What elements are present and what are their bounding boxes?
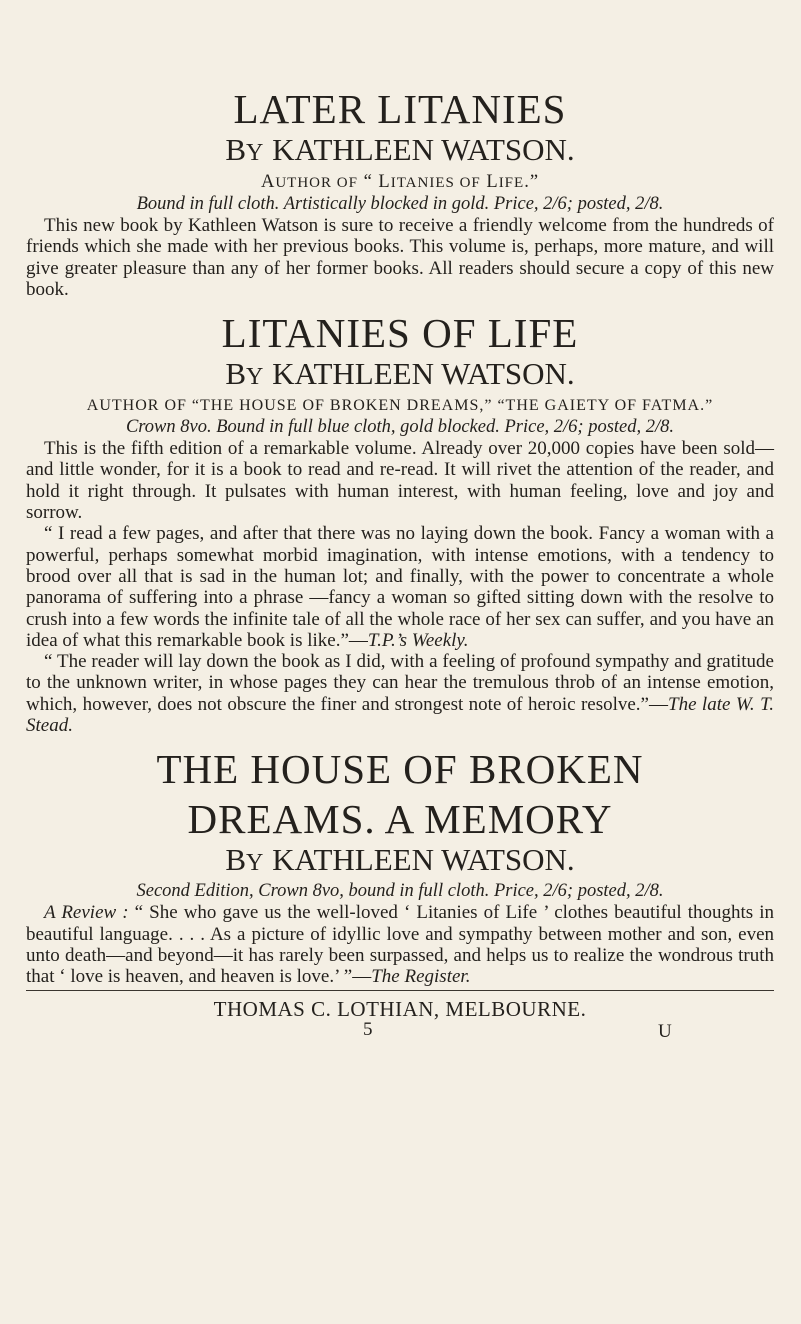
book1-byline xyxy=(26,132,774,171)
book1-description: This new book by Kathleen Watson is sure to receive a friendly welcome from the hundreds of friends which she made with her previous books. This volume is, perhaps, more mature, and will give greater pleasure than any of her former books. All readers should secure a copy of this new book. xyxy=(26,215,774,300)
author-quote: “ L xyxy=(363,172,391,192)
quote-text: “ I read a few pages, and after that there was no laying down the book. Fancy a woman with a powerful, perhaps somewhat morbid imagination, with intense emotions, with a tendency to brood over all that is sad in the human lot; and finally, with the power to concentrate a whole panorama of suffering into a phrase —fancy a woman so gifted sitting down with the resolve to crush into a few words the infinite tale of all the whole race of her sex can suffer, and you have an idea of what this remarkable book is like.”— xyxy=(26,523,774,651)
author-initial2: L xyxy=(486,172,499,192)
quote-text: “ The reader will lay down the book as I did, with a feeling of profound sympathy and gratitude to the unknown writer, in whose pages they can hear the tremulous throb of an intense emotion, which, however, does not obscure the finer and strongest note of heroic resolve.”— xyxy=(26,651,774,715)
quote-source: T.P.’s Weekly. xyxy=(367,629,469,651)
book2-author-note: AUTHOR OF “THE HOUSE OF BROKEN DREAMS,” “THE GAIETY OF FATMA.” xyxy=(86,397,714,415)
book3-byline xyxy=(26,842,774,881)
book2-quote1 xyxy=(26,523,774,651)
signature-mark: U xyxy=(658,1020,672,1042)
author-end: .” xyxy=(524,172,540,192)
book1-binding: Bound in full cloth. Artistically blocked in gold. Price, 2/6; posted, 2/8. xyxy=(136,194,664,214)
author-name: KATHLEEN WATSON. xyxy=(272,842,575,878)
author-small2: ITANIES OF xyxy=(390,175,481,191)
by-small: Y xyxy=(246,364,265,391)
book2-description: This is the fifth edition of a remarkable volume. Already over 20,000 copies have been sold—and little wonder, for it is a book to read and re-read. It will rivet the attention of the reader, and hold it right through. It pulsates with human interest, with human feeling, love and joy and sorrow. xyxy=(26,438,774,524)
author-name: KATHLEEN WATSON. xyxy=(272,356,575,392)
by-initial: B xyxy=(225,132,247,167)
by-small: Y xyxy=(246,850,265,877)
by-small: Y xyxy=(246,140,265,166)
by-initial: B xyxy=(225,356,247,392)
author-small: UTHOR OF xyxy=(275,175,358,191)
publisher: THOMAS C. LOTHIAN, MELBOURNE. xyxy=(213,996,587,1021)
author-initial: A xyxy=(260,172,276,192)
book3-title-line1: THE HOUSE OF BROKEN xyxy=(156,746,644,793)
signature-number: 5 xyxy=(363,1018,373,1040)
book1-title: LATER LITANIES xyxy=(233,86,567,132)
author-small3: IFE xyxy=(498,175,525,191)
quote-source: The late W. T. Stead. xyxy=(26,693,774,737)
review-source: The Register. xyxy=(371,966,471,988)
book2-title: LITANIES OF LIFE xyxy=(221,310,579,357)
by-initial: B xyxy=(225,842,247,878)
footer-rule xyxy=(26,990,774,991)
book3-title-line2: DREAMS. A MEMORY xyxy=(187,796,613,843)
book2-byline xyxy=(26,356,774,395)
book3-review xyxy=(26,902,774,987)
book3-binding: Second Edition, Crown 8vo, bound in full cloth. Price, 2/6; posted, 2/8. xyxy=(136,881,664,902)
review-text: “ She who gave us the well-loved ‘ Litanies of Life ’ clothes beautiful thoughts in beautiful language. . . . As a picture of idyllic love and sympathy between mother and son, even unto death—and beyond—it has rarely been surpassed, and helps us to realize the wondrous truth that ‘ love is heaven, and heaven is love.’ ”— xyxy=(26,902,774,988)
book2-binding: Crown 8vo. Bound in full blue cloth, gold blocked. Price, 2/6; posted, 2/8. xyxy=(125,417,675,438)
author-name: KATHLEEN WATSON. xyxy=(272,132,575,167)
signature-line xyxy=(26,1018,774,1043)
book2-quote2 xyxy=(26,651,774,736)
advertisement-page xyxy=(26,86,774,1043)
review-label: A Review : xyxy=(44,902,129,924)
book1-author-note xyxy=(26,171,774,194)
